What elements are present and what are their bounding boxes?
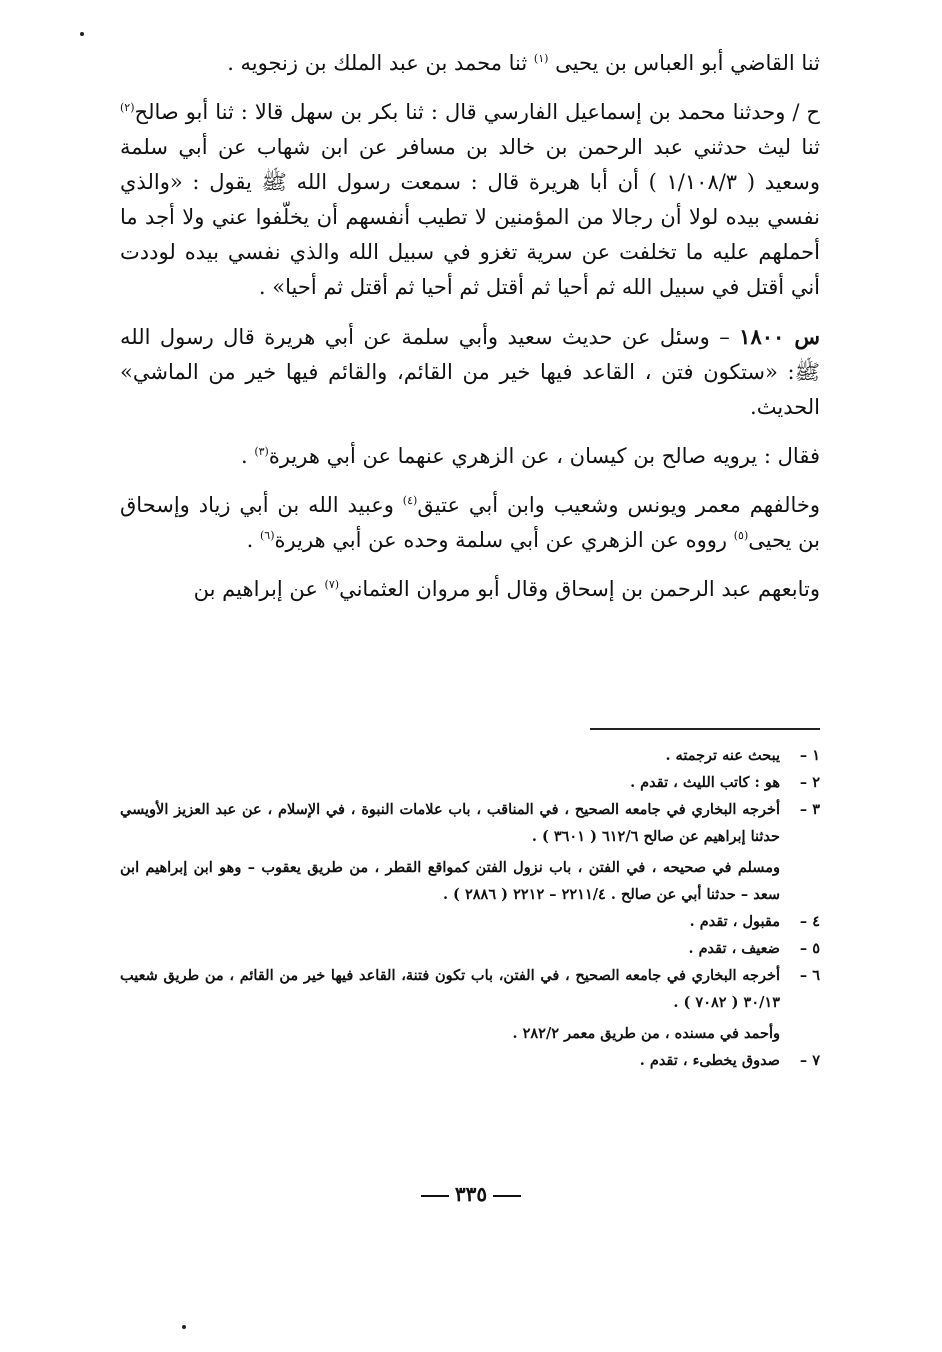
- footnote-item: [120, 935, 820, 962]
- footnote-item: [120, 1047, 820, 1074]
- text-segment: ح / وحدثنا محمد بن إسماعيل الفارسي قال : ثنا بكر بن سهل قالا : ثنا أبو صالح: [134, 100, 820, 124]
- footnote-ref-3[interactable]: (٣): [254, 445, 269, 458]
- paragraph-6: [120, 572, 820, 607]
- footnote-item: [120, 962, 820, 1016]
- paragraph-2: [120, 95, 820, 305]
- footnote-ref-4[interactable]: (٤): [402, 494, 418, 507]
- footnote-divider: [590, 728, 820, 730]
- text-segment: رووه عن الزهري عن أبي سلمة وحده عن أبي هريرة: [274, 528, 728, 552]
- paragraph-5: [120, 488, 820, 558]
- footnote-text: هو : كاتب الليث ، تقدم .: [630, 774, 780, 791]
- footnote-text: أخرجه البخاري في جامعه الصحيح ، في الفتن، باب تكون فتنة، القاعد فيها خير من القائم ، من طريق شعيب ٣٠/١٣ ( ٧٠٨٢ ) .: [120, 967, 780, 1011]
- footnote-number: ٧ –: [799, 1052, 820, 1069]
- footnote-ref-2[interactable]: (٢): [120, 101, 135, 114]
- footnote-continuation: ومسلم في صحيحه ، في الفتن ، باب نزول الفتن كمواقع القطر ، من طريق يعقوب – وهو ابن إبراهيم ابن سعد – حدثنا أبي عن صالح . ٢٢١١/٤ – ٢٢١٢ ( ٢٨٨٦ ) .: [120, 859, 780, 903]
- page-number-value: ٣٣٥: [454, 1182, 488, 1206]
- text-segment: ثنا محمد بن عبد الملك بن زنجويه .: [227, 51, 528, 75]
- footnote-item: [120, 769, 820, 796]
- footnote-text: يبحث عنه ترجمته .: [665, 747, 780, 764]
- paragraph-4: [120, 439, 820, 474]
- footnote-text: صدوق يخطىء ، تقدم .: [639, 1052, 780, 1069]
- text-segment: .: [240, 444, 248, 468]
- footnote-text: ضعيف ، تقدم .: [688, 940, 780, 957]
- footnote-ref-7[interactable]: (٧): [324, 578, 340, 591]
- footnote-number: ٢ –: [799, 774, 820, 791]
- text-segment: وتابعهم عبد الرحمن بن إسحاق وقال أبو مروان العثماني: [339, 577, 820, 601]
- scan-speck: [182, 1325, 186, 1329]
- footnotes: [120, 742, 820, 1074]
- text-segment: وخالفهم معمر ويونس وشعيب وابن أبي عتيق: [417, 493, 820, 517]
- page-number-dash: [421, 1195, 449, 1197]
- footnote-number: ٣ –: [799, 801, 820, 818]
- text-segment: عن إبراهيم بن: [193, 577, 318, 601]
- footnote-item: [120, 796, 820, 850]
- footnote-text: أخرجه البخاري في جامعه الصحيح ، في المناقب ، باب علامات النبوة ، في الإسلام ، عن عبد العزيز الأويسي حدثنا إبراهيم عن صالح ٦١٢/٦ ( ٣٦٠١ ) .: [120, 801, 780, 845]
- question-number: س ١٨٠٠: [739, 324, 820, 349]
- footnote-number: ٤ –: [799, 913, 820, 930]
- text-segment: .: [246, 528, 254, 552]
- footnote-number: ٥ –: [799, 940, 820, 957]
- footnote-continuation: وأحمد في مسنده ، من طريق معمر ٢٨٢/٢ .: [512, 1025, 780, 1042]
- footnote-ref-6[interactable]: (٦): [260, 529, 275, 542]
- text-segment: فقال : يرويه صالح بن كيسان ، عن الزهري عنهما عن أبي هريرة: [268, 444, 820, 468]
- text-segment: ثنا القاضي أبو العباس بن يحيى: [555, 51, 820, 75]
- page-number-dash: [493, 1195, 521, 1197]
- page-number: [0, 1182, 942, 1206]
- footnote-number: ٦ –: [799, 967, 820, 984]
- footnote-number: ١ –: [799, 747, 820, 764]
- footnote-text: مقبول ، تقدم .: [689, 913, 780, 930]
- scan-speck: [80, 32, 84, 36]
- footnote-ref-5[interactable]: (٥): [733, 529, 749, 542]
- paragraph-3: [120, 319, 820, 425]
- footnote-item: [120, 908, 820, 935]
- paragraph-1: [120, 46, 820, 81]
- text-segment: ثنا ليث حدثني عبد الرحمن بن خالد بن مسافر عن ابن شهاب عن أبي سلمة وسعيد ( ١/١٠٨/٣ ) أن أبا هريرة قال : سمعت رسول الله ﷺ يقول : «والذي نفسي بيده لولا أن رجالا من المؤمنين لا تطيب أنفسهم أن يخلّفوا عني ولا أجد ما أحملهم عليه ما تخلفت عن سرية تغزو في سبيل الله والذي نفسي بيده لوددت أني أقتل في سبيل الله ثم أحيا ثم أقتل ثم أحيا ثم أقتل ثم أحيا» .: [120, 135, 820, 299]
- main-text: [120, 46, 820, 621]
- footnote-ref-1[interactable]: (١): [533, 52, 549, 65]
- footnote-item: [120, 742, 820, 769]
- text-segment: – وسئل عن حديث سعيد وأبي سلمة عن أبي هريرة قال رسول الله ﷺ: «ستكون فتن ، القاعد فيها خير من القائم، والقائم فيها خير من الماشي» الحديث.: [120, 325, 820, 419]
- text-segment: وعبيد الله بن أبي زياد وإسحاق بن يحيى: [120, 493, 820, 552]
